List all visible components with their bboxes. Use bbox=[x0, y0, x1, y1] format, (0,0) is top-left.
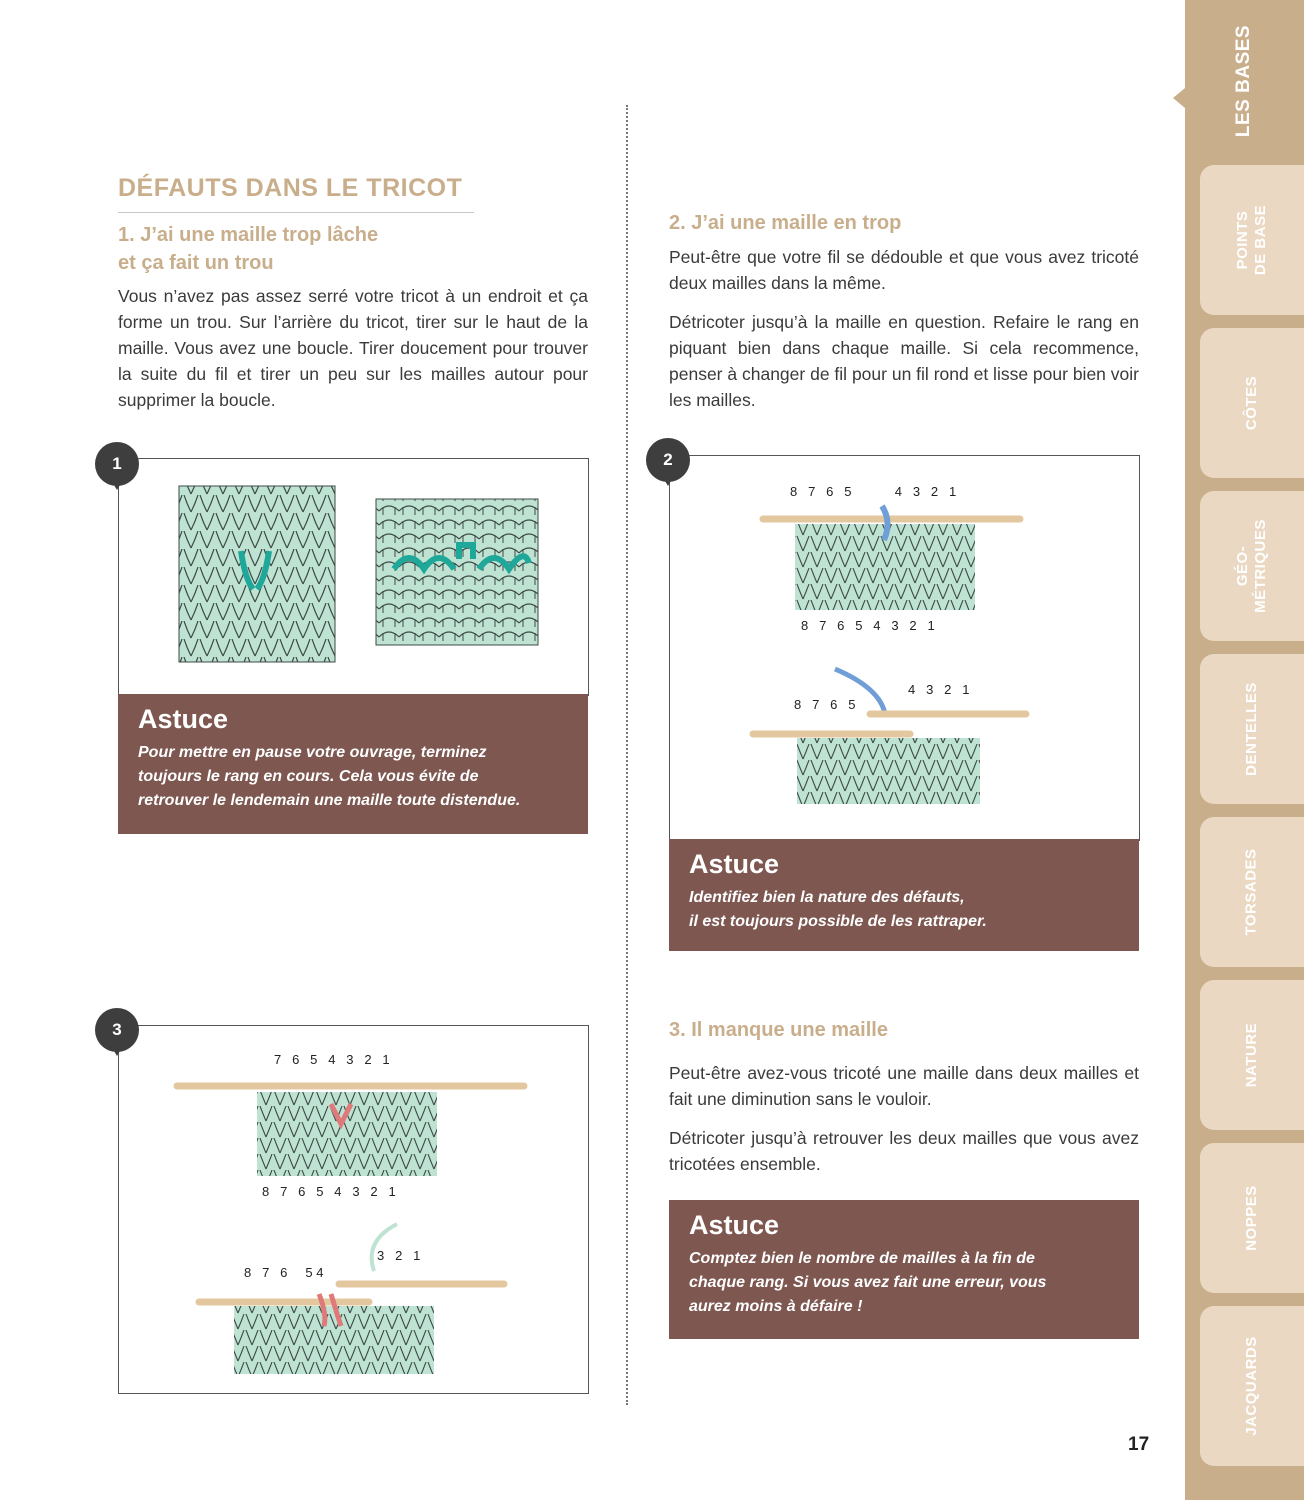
astuce-3-line3: aurez moins à défaire ! bbox=[689, 1298, 863, 1315]
tab-torsades[interactable] bbox=[1200, 817, 1304, 967]
tab-dentelles-label: DENTELLES bbox=[1243, 682, 1260, 776]
paragraph-2b: Détricoter jusqu’à la maille en question. Refaire le rang en piquant bien dans chaque maille. Si cela recommence, penser à changer de fil pour un fil rond et lisse pour bien voir les mailles. bbox=[669, 312, 1139, 410]
paragraph-3b: Détricoter jusqu’à retrouver les deux mailles que vous avez tricotées ensemble. bbox=[669, 1128, 1139, 1174]
title-rule bbox=[118, 212, 474, 213]
astuce-box-2 bbox=[669, 839, 1139, 951]
astuce-2-line1: Identifiez bien la nature des défauts, bbox=[689, 889, 965, 906]
astuce-3-heading: Astuce bbox=[689, 1210, 780, 1240]
figure-1-badge: 1 bbox=[95, 442, 139, 486]
subhead-1-line1: 1. J’ai une maille trop lâche bbox=[118, 224, 379, 246]
astuce-1-line2: toujours le rang en cours. Cela vous évite de bbox=[138, 768, 479, 785]
paragraph-2a: Peut-être que votre fil se dédouble et que vous avez tricoté deux mailles dans la même. bbox=[669, 247, 1139, 293]
fig2-top-needle-numbers: 8 7 6 5 4 3 2 1 bbox=[790, 484, 957, 499]
tab-nature-label: NATURE bbox=[1242, 1022, 1260, 1088]
figure-3-badge: 3 bbox=[95, 1008, 139, 1052]
figure-3 bbox=[118, 1025, 589, 1394]
fig3-bottom-left-numbers: 8 7 6 5 4 bbox=[244, 1265, 324, 1280]
tab-geometriques[interactable] bbox=[1200, 491, 1304, 641]
astuce-1-line3: retrouver le lendemain une maille toute distendue. bbox=[138, 792, 521, 809]
astuce-box-3 bbox=[669, 1200, 1139, 1339]
figure-2-illustration bbox=[670, 456, 1139, 840]
subhead-2: 2. J’ai une maille en trop bbox=[669, 212, 902, 234]
figure-1 bbox=[118, 458, 589, 696]
astuce-2-line2: il est toujours possible de les rattraper. bbox=[689, 913, 987, 930]
page-number: 17 bbox=[1128, 1434, 1150, 1455]
column-divider bbox=[626, 105, 628, 1405]
astuce-2-heading: Astuce bbox=[689, 849, 780, 879]
tab-jacquards-label: JACQUARDS bbox=[1242, 1336, 1260, 1436]
fig2-bottom-left-numbers: 8 7 6 5 bbox=[794, 697, 856, 712]
tab-cotes-label: CÔTES bbox=[1243, 375, 1260, 431]
fig3-bottom-right-numbers: 3 2 1 bbox=[377, 1248, 421, 1263]
figure-2 bbox=[669, 455, 1140, 841]
figure-2-badge: 2 bbox=[646, 438, 690, 482]
astuce-1-heading: Astuce bbox=[138, 704, 229, 734]
tab-les-bases-label: LES BASES bbox=[1233, 24, 1255, 138]
tab-cotes[interactable] bbox=[1200, 328, 1304, 478]
tab-dentelles[interactable] bbox=[1200, 654, 1304, 804]
subhead-1-line2: et ça fait un trou bbox=[118, 252, 274, 274]
fig2-top-bottom-numbers: 8 7 6 5 4 3 2 1 bbox=[801, 618, 935, 633]
tab-nature[interactable] bbox=[1200, 980, 1304, 1130]
paragraph-3a: Peut-être avez-vous tricoté une maille dans deux mailles et fait une diminution sans le vouloir. bbox=[669, 1063, 1139, 1109]
active-tab-pointer bbox=[1173, 88, 1185, 108]
tab-les-bases[interactable] bbox=[1185, 0, 1304, 162]
tab-points-de-base-label: POINTS DE BASE bbox=[1234, 204, 1269, 276]
figure-3-illustration bbox=[119, 1026, 588, 1393]
astuce-3-line1: Comptez bien le nombre de mailles à la fin de bbox=[689, 1250, 1035, 1267]
figure-1-illustration bbox=[119, 459, 588, 695]
tab-points-de-base[interactable] bbox=[1200, 165, 1304, 315]
fig2-bottom-right-numbers: 4 3 2 1 bbox=[908, 682, 970, 697]
paragraph-1: Vous n’avez pas assez serré votre tricot à un endroit et ça forme un trou. Sur l’arrière du tricot, tirer sur le haut de la maille. Vous avez une boucle. Tirer doucement pour trouver la suite du fil et tirer un peu sur les mailles autour pour supprimer la boucle. bbox=[118, 286, 588, 410]
tab-noppes[interactable] bbox=[1200, 1143, 1304, 1293]
astuce-box-1 bbox=[118, 694, 588, 834]
fig3-top-bottom-numbers: 8 7 6 5 4 3 2 1 bbox=[262, 1184, 396, 1199]
fig3-top-needle-numbers: 7 6 5 4 3 2 1 bbox=[274, 1052, 390, 1067]
section-title: DÉFAUTS DANS LE TRICOT bbox=[118, 174, 463, 202]
tab-geometriques-label: GÉO- MÉTRIQUES bbox=[1234, 519, 1269, 613]
astuce-3-line2: chaque rang. Si vous avez fait une erreur, vous bbox=[689, 1274, 1047, 1291]
tab-noppes-label: NOPPES bbox=[1243, 1185, 1260, 1251]
tab-jacquards[interactable] bbox=[1200, 1306, 1304, 1466]
tab-torsades-label: TORSADES bbox=[1242, 848, 1260, 936]
subhead-3: 3. Il manque une maille bbox=[669, 1019, 888, 1041]
astuce-1-line1: Pour mettre en pause votre ouvrage, terminez bbox=[138, 744, 487, 761]
